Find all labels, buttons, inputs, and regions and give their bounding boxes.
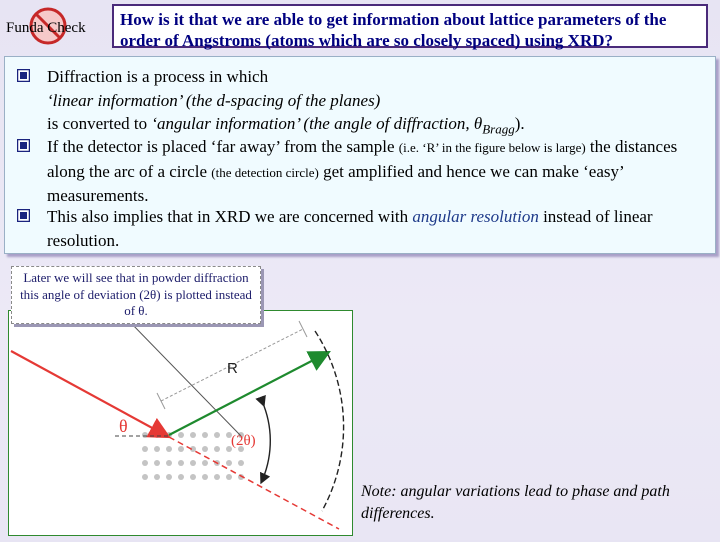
bullet-3-text-b: instead of linear resolution. [47,207,653,250]
bullet-1-text-b: is converted to [47,114,152,133]
diffraction-diagram [8,310,353,536]
bullet-1-angular-info: ‘angular information’ (the angle of diffraction, θ [151,114,483,133]
question-box [112,4,708,48]
bullet-1-linear-info: ‘linear information’ (the d-spacing of the planes) [47,90,381,110]
funda-check-label: Funda Check [6,20,86,36]
bullet-2-text-b: the distances along the arc of a circle [47,137,678,181]
bullet-2-small-b: (the detection circle) [211,164,319,180]
bullet-1-bragg-subscript: Bragg [482,121,515,137]
bullet-1-text-a: Diffraction is a process in which [47,67,269,86]
bullet-3-angular-resolution: angular resolution [412,207,539,226]
two-theta-label: (2θ) [231,433,256,449]
radius-label: R [227,360,238,377]
radius-tick-end [299,321,307,337]
theta-label: θ [119,416,128,436]
lattice-atoms [142,432,244,480]
incident-beam-arrow [11,351,167,436]
bullet-2-text-c: get amplified and hence we can make ‘easy’ measurements. [47,161,624,205]
note-text-block [361,481,701,525]
bullet-item-3 [13,205,703,252]
bullet-1-text-c: ). [514,114,525,133]
funda-check-badge [0,4,100,48]
bullet-item-1 [13,65,703,141]
radius-tick-start [157,393,165,409]
two-theta-angle-arc [261,406,270,483]
checkbox-bullet-icon [17,209,30,222]
diffracted-beam-arrow [169,353,327,435]
powder-diffraction-callout [11,266,261,324]
bullet-panel [4,56,716,254]
bullet-2-text-a: If the detector is placed ‘far away’ from the sample [47,137,399,156]
bullet-2-small-a: (i.e. ‘R’ in the figure below is large) [398,140,586,155]
callout-text: Later we will see that in powder diffraction this angle of deviation (2θ) is plotted instead of θ. [20,270,252,318]
diffraction-geometry-svg [9,311,354,537]
bullet-3-text-a: This also implies that in XRD we are concerned with [47,207,413,226]
checkbox-bullet-icon [17,139,30,152]
note-text: Note: angular variations lead to phase and path differences. [361,483,670,522]
callout-pointer-line [129,321,241,436]
question-text: How is it that we are able to get information about lattice parameters of the order of Angstroms (atoms which are so closely spaced) using XRD? [120,10,667,50]
checkbox-bullet-icon [17,69,30,82]
bullet-item-2 [13,135,703,208]
